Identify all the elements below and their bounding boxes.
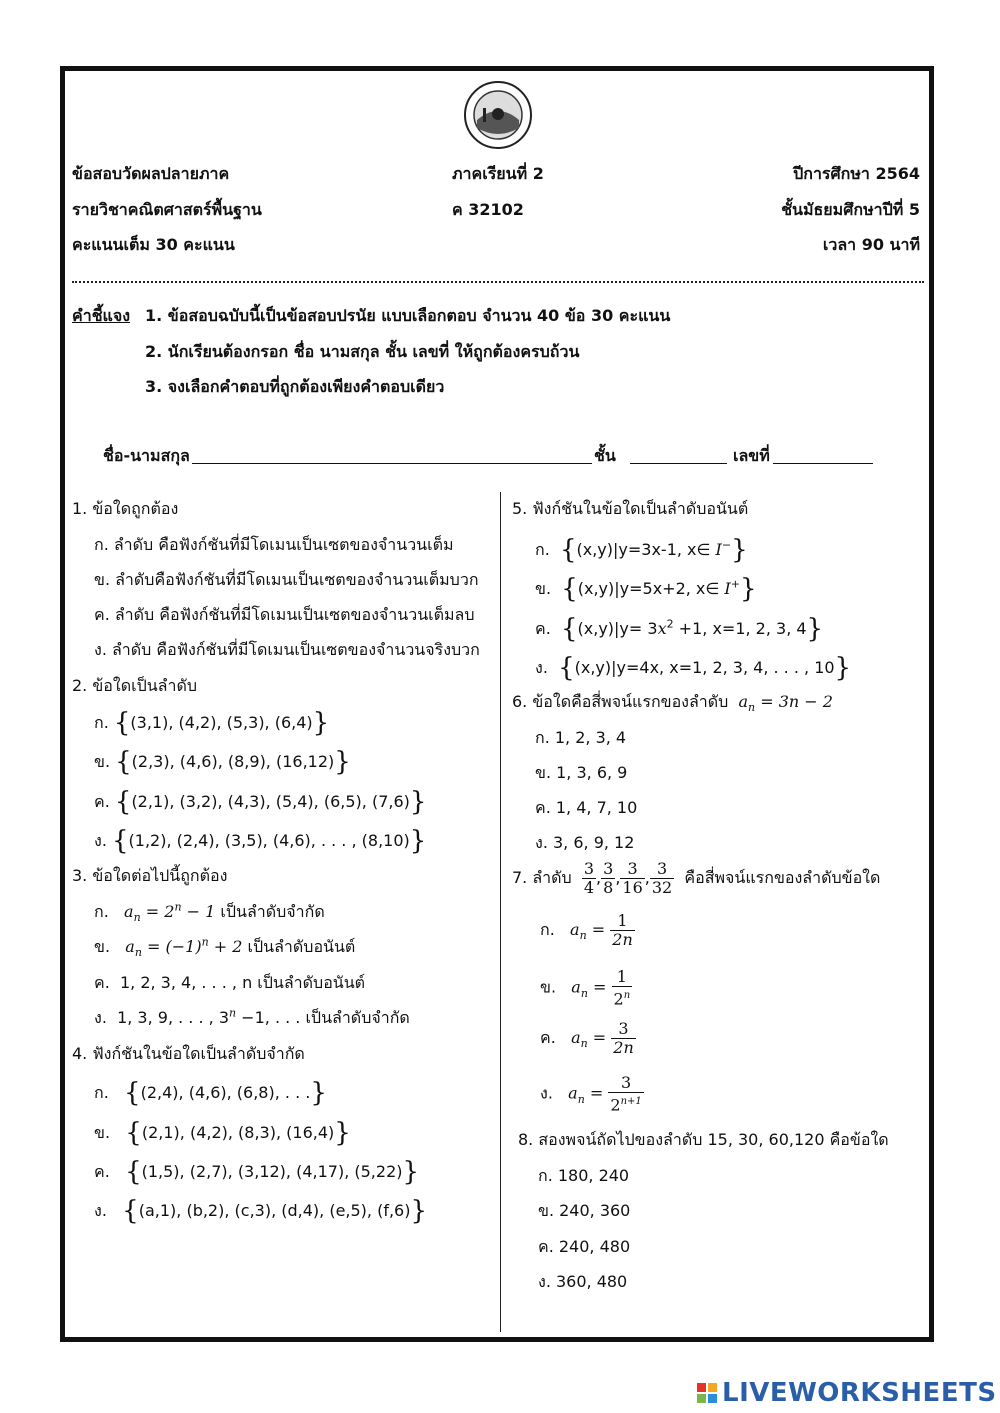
- brace-open: {: [122, 1196, 139, 1226]
- q3-option-c[interactable]: [94, 971, 365, 996]
- q7d-eq: =: [584, 1083, 609, 1103]
- q6-prompt: 6. ข้อใดคือสี่พจน์แรกของลำดับ: [512, 692, 729, 711]
- q7-option-b[interactable]: [540, 968, 632, 1008]
- q5a-sup: −: [721, 538, 732, 552]
- q3d-post: −1, . . . เป็นลำดับจำกัด: [236, 1008, 410, 1027]
- brace-open: {: [559, 535, 577, 565]
- instruction-3: 3. จงเลือกคำตอบที่ถูกต้องเพียงคำตอบเดียว: [145, 377, 445, 396]
- brace-open: {: [125, 1118, 142, 1148]
- q5-option-b[interactable]: [535, 574, 757, 604]
- q5d-text: (x,y)|y=4x, x=1, 2, 3, 4, . . . , 10: [574, 658, 835, 677]
- q4-option-d[interactable]: [94, 1196, 427, 1226]
- q5-label-c: ค.: [535, 619, 551, 638]
- q3-option-d[interactable]: [94, 1006, 410, 1031]
- q3c-text: 1, 2, 3, 4, . . . , n เป็นลำดับอนันต์: [119, 973, 366, 992]
- q4-option-c[interactable]: [94, 1157, 419, 1187]
- q2-option-c[interactable]: [94, 787, 426, 817]
- brace-close: }: [834, 653, 852, 683]
- course-code: ค 32102: [452, 200, 524, 219]
- q5b-sup: +: [730, 577, 740, 591]
- q7a-sub: n: [579, 929, 587, 943]
- q8-option-d[interactable]: ง. 360, 480: [538, 1272, 628, 1291]
- q3b-sub: n: [134, 946, 142, 960]
- q5b-set-symbol: I: [724, 579, 731, 598]
- q4-text: 4. ฟังก์ชันในข้อใดเป็นลำดับจำกัด: [72, 1044, 305, 1063]
- q2-option-d[interactable]: [94, 826, 426, 856]
- exam-time: เวลา 90 นาที: [822, 235, 920, 254]
- brace-close: }: [312, 708, 330, 738]
- q7c-eq: =: [587, 1028, 612, 1047]
- brace-close: }: [739, 574, 757, 604]
- q7-prefix: 7. ลำดับ: [512, 868, 572, 887]
- q7-fraction-4: $\frac{3}{32}$: [651, 859, 673, 897]
- q7c-fraction: $\frac{3}{2n}$: [613, 1019, 634, 1057]
- q5b-text: (x,y)|y=5x+2, x∈: [577, 579, 725, 598]
- q5c-pre: (x,y)|y= 3: [577, 619, 658, 638]
- q2-set-a: (3,1), (4,2), (5,3), (6,4): [130, 713, 313, 732]
- q2-label-a: ก.: [94, 713, 109, 732]
- number-label: เลขที่: [733, 446, 770, 465]
- brace-open: {: [558, 653, 575, 683]
- q3-label-b: ข.: [94, 937, 111, 956]
- q5-label-b: ข.: [535, 579, 552, 598]
- q8-option-a[interactable]: ก. 180, 240: [538, 1166, 630, 1185]
- q2-label-c: ค.: [94, 792, 110, 811]
- q4-set-c: (1,5), (2,7), (3,12), (4,17), (5,22): [141, 1162, 403, 1181]
- q6-option-d[interactable]: ง. 3, 6, 9, 12: [535, 833, 635, 852]
- q6-rhs: = 3n − 2: [755, 692, 833, 711]
- q7-label-c: ค.: [540, 1028, 556, 1047]
- q6-option-b[interactable]: ข. 1, 3, 6, 9: [535, 763, 628, 782]
- q7-suffix: คือสี่พจน์แรกของลำดับข้อใด: [684, 868, 881, 887]
- q2-option-b[interactable]: [94, 747, 351, 777]
- brace-close: }: [410, 1196, 428, 1226]
- number-field[interactable]: [773, 463, 873, 464]
- brace-open: {: [115, 747, 132, 777]
- separator: [72, 281, 924, 283]
- school-logo: [463, 80, 533, 150]
- column-divider: [500, 492, 501, 1332]
- q7a-fraction: $\frac{1}{2n}$: [612, 911, 633, 949]
- q3b-rhs2: + 2: [208, 937, 243, 956]
- name-field[interactable]: [192, 463, 592, 464]
- class-label: ชั้น: [594, 446, 616, 465]
- q7-label-d: ง.: [540, 1083, 553, 1103]
- academic-year: ปีการศึกษา 2564: [793, 164, 920, 183]
- brace-close: }: [334, 1118, 351, 1148]
- brace-close: }: [731, 535, 748, 565]
- q4-option-a[interactable]: [94, 1078, 327, 1108]
- q8-option-b[interactable]: ข. 240, 360: [538, 1201, 631, 1220]
- q2-label-b: ข.: [94, 752, 111, 771]
- q7d-fraction: $\frac{3}{2^{n+1}}$: [610, 1073, 642, 1115]
- q7c-sub: n: [580, 1037, 588, 1051]
- liveworksheets-icon: [696, 1382, 718, 1404]
- q4-label-c: ค.: [94, 1162, 110, 1181]
- q3-option-a[interactable]: [94, 900, 325, 925]
- q6-text: [512, 690, 833, 715]
- liveworksheets-logo: LIVEWORKSHEETS: [722, 1378, 997, 1408]
- q8-option-c[interactable]: ค. 240, 480: [538, 1237, 631, 1256]
- q5c-post: +1, x=1, 2, 3, 4: [673, 619, 807, 638]
- q5-label-d: ง.: [535, 658, 548, 677]
- q4-set-a: (2,4), (4,6), (6,8), . . .: [140, 1083, 311, 1102]
- q7-fraction-1: $\frac{3}{4}$: [583, 859, 595, 897]
- q3b-rhs: = (−1): [141, 937, 202, 956]
- brace-close: }: [334, 747, 351, 777]
- q2-text: 2. ข้อใดเป็นลำดับ: [72, 676, 197, 695]
- q1-option-c[interactable]: ค. ลำดับ คือฟังก์ชันที่มีโดเมนเป็นเซตของจำนวนเต็มลบ: [94, 605, 475, 624]
- q4-set-b: (2,1), (4,2), (8,3), (16,4): [141, 1123, 335, 1142]
- q7-text: 7. ลำดับ $\frac{3}{4}$ , $\frac{3}{8}$ , $\frac{3}{16}$ , $\frac{3}{32}$ คือสี่พจน์แรกของลำดับข้อใด: [512, 859, 881, 897]
- q7-fraction-3: $\frac{3}{16}$: [622, 859, 643, 897]
- q1-text: 1. ข้อใดถูกต้อง: [72, 499, 179, 518]
- q6-sub: n: [748, 701, 756, 715]
- q7-option-a[interactable]: [540, 912, 635, 949]
- brace-close: }: [409, 826, 427, 856]
- q5a-text: (x,y)|y=3x-1, x∈: [576, 540, 716, 559]
- q7-option-c[interactable]: [540, 1020, 636, 1057]
- instruction-2: 2. นักเรียนต้องกรอก ชื่อ นามสกุล ชั้น เลขที่ ให้ถูกต้องครบถ้วน: [145, 342, 580, 361]
- q5c-sup: 2: [666, 617, 674, 631]
- q1-option-a[interactable]: ก. ลำดับ คือฟังก์ชันที่มีโดเมนเป็นเซตของจำนวนเต็ม: [94, 535, 454, 554]
- q3a-rhs: = 2: [140, 902, 175, 921]
- q7a-eq: =: [586, 920, 611, 939]
- q4-label-d: ง.: [94, 1201, 107, 1220]
- q1-option-b[interactable]: ข. ลำดับคือฟังก์ชันที่มีโดเมนเป็นเซตของจำนวนเต็มบวก: [94, 570, 479, 589]
- q5-option-d[interactable]: [535, 653, 851, 683]
- q3a-text: เป็นลำดับจำกัด: [215, 902, 325, 921]
- q7-label-b: ข.: [540, 977, 557, 997]
- brace-open: {: [125, 1157, 142, 1187]
- brace-open: {: [561, 574, 578, 604]
- q7-label-a: ก.: [540, 920, 555, 939]
- brace-close: }: [310, 1078, 327, 1108]
- class-field[interactable]: [630, 463, 727, 464]
- q7-option-d[interactable]: [540, 1074, 644, 1114]
- grade-level: ชั้นมัธยมศึกษาปีที่ 5: [781, 200, 920, 219]
- q7b-var: a: [571, 977, 581, 997]
- q3b-text: เป็นลำดับอนันต์: [242, 937, 356, 956]
- q7a-var: a: [570, 920, 580, 939]
- q4-set-d: (a,1), (b,2), (c,3), (d,4), (e,5), (f,6): [138, 1201, 411, 1220]
- q5c-var: x: [657, 619, 667, 638]
- q3b-sup: n: [201, 935, 209, 949]
- subject: รายวิชาคณิตศาสตร์พื้นฐาน: [72, 200, 262, 219]
- q3a-var: a: [124, 902, 134, 921]
- q7c-var: a: [571, 1028, 581, 1047]
- q2-set-d: (1,2), (2,4), (3,5), (4,6), . . . , (8,10): [128, 831, 410, 850]
- instructions-label: คำชี้แจง: [72, 306, 131, 325]
- brace-open: {: [113, 708, 131, 738]
- q7d-var: a: [568, 1083, 578, 1103]
- q3d-sup: n: [229, 1006, 237, 1020]
- brace-close: }: [806, 614, 824, 644]
- q4-label-a: ก.: [94, 1083, 109, 1102]
- q7-fraction-2: $\frac{3}{8}$: [603, 859, 614, 897]
- total-score: คะแนนเต็ม 30 คะแนน: [72, 235, 235, 254]
- brace-open: {: [124, 1078, 141, 1108]
- q5-option-a[interactable]: [535, 535, 748, 565]
- q2-option-a[interactable]: [94, 708, 329, 738]
- q3-label-c: ค.: [94, 973, 110, 992]
- q7d-sub: n: [577, 1092, 585, 1106]
- q3-label-a: ก.: [94, 902, 109, 921]
- brace-close: }: [402, 1157, 420, 1187]
- q3b-var: a: [125, 937, 135, 956]
- q3-option-b[interactable]: [94, 935, 355, 960]
- brace-open: {: [112, 826, 129, 856]
- brace-close: }: [409, 787, 427, 817]
- q7b-fraction: $\frac{1}{2^n}$: [613, 967, 631, 1009]
- q1-option-d[interactable]: ง. ลำดับ คือฟังก์ชันที่มีโดเมนเป็นเซตของจำนวนจริงบวก: [94, 640, 480, 659]
- q5-option-c[interactable]: [535, 614, 823, 644]
- q3a-sup: n: [174, 900, 182, 914]
- q3a-rhs2: − 1: [181, 902, 216, 921]
- q6-var: a: [738, 692, 749, 711]
- q2-set-b: (2,3), (4,6), (8,9), (16,12): [131, 752, 335, 771]
- q6-option-a[interactable]: ก. 1, 2, 3, 4: [535, 728, 627, 747]
- q2-label-d: ง.: [94, 831, 107, 850]
- q4-option-b[interactable]: [94, 1118, 351, 1148]
- q2-set-c: (2,1), (3,2), (4,3), (5,4), (6,5), (7,6): [131, 792, 410, 811]
- exam-title: ข้อสอบวัดผลปลายภาค: [72, 164, 230, 183]
- q3a-sub: n: [133, 911, 141, 925]
- brace-open: {: [560, 614, 578, 644]
- instruction-1: 1. ข้อสอบฉบับนี้เป็นข้อสอบปรนัย แบบเลือกตอบ จำนวน 40 ข้อ 30 คะแนน: [145, 306, 671, 325]
- q6-option-c[interactable]: ค. 1, 4, 7, 10: [535, 798, 638, 817]
- q3d-pre: 1, 3, 9, . . . , 3: [117, 1008, 229, 1027]
- q7b-eq: =: [587, 977, 612, 997]
- q3-text: 3. ข้อใดต่อไปนี้ถูกต้อง: [72, 866, 228, 885]
- name-label: ชื่อ-นามสกุล: [103, 446, 190, 465]
- q7b-sub: n: [580, 986, 588, 1000]
- q3-label-d: ง.: [94, 1008, 107, 1027]
- semester: ภาคเรียนที่ 2: [452, 164, 544, 183]
- brace-open: {: [114, 787, 132, 817]
- q4-label-b: ข.: [94, 1123, 111, 1142]
- q8-text: 8. สองพจน์ถัดไปของลำดับ 15, 30, 60,120 คือข้อใด: [518, 1130, 889, 1149]
- q5a-set-symbol: I: [715, 540, 722, 559]
- q5-text: 5. ฟังก์ชันในข้อใดเป็นลำดับอนันต์: [512, 499, 749, 518]
- q5-label-a: ก.: [535, 540, 550, 559]
